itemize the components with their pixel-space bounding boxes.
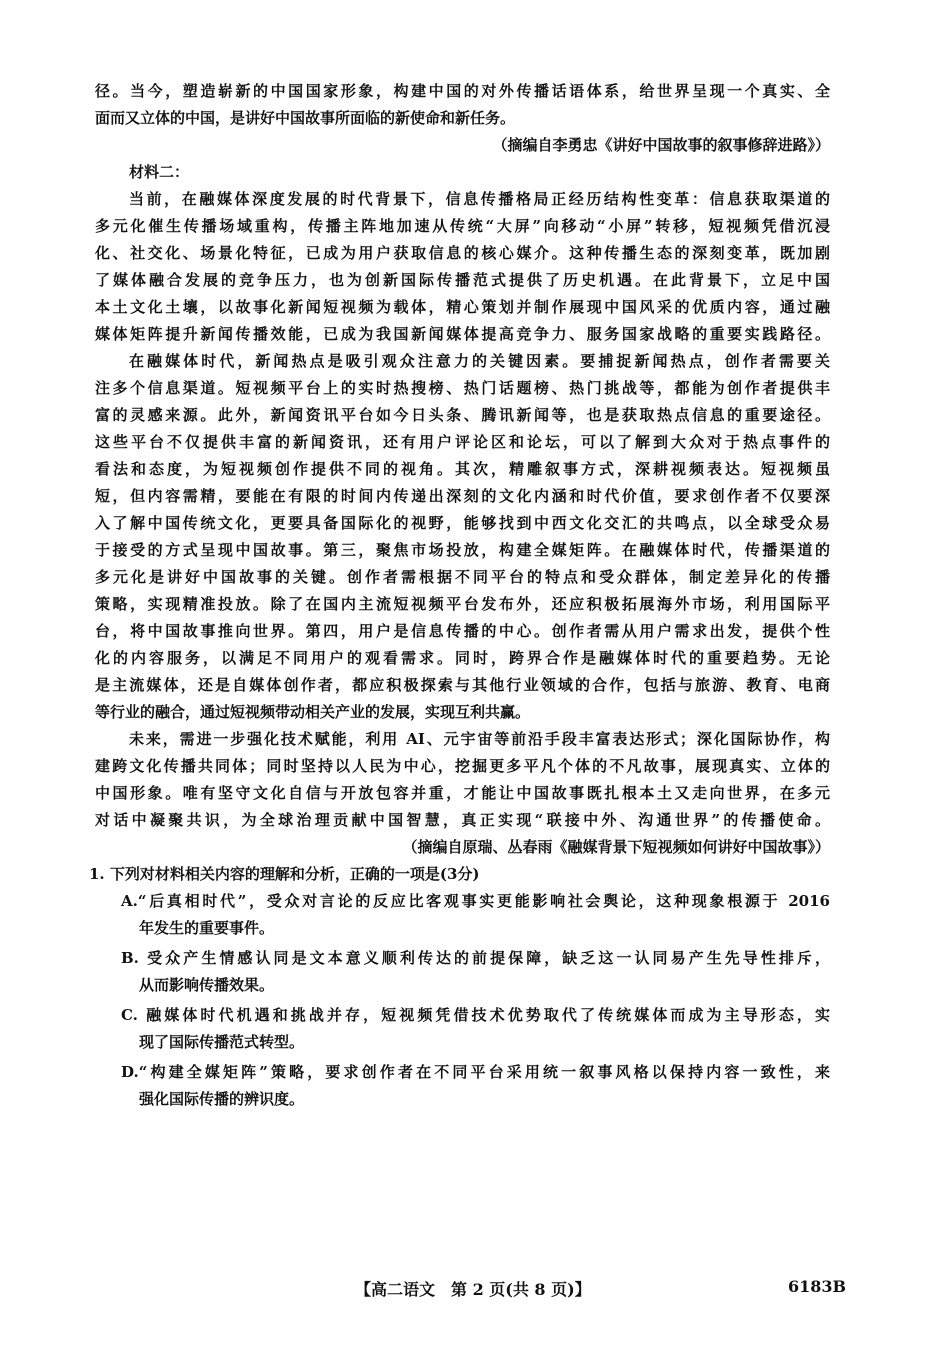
text-line: 台，将中国故事推向世界。第四，用户是信息传播的中心。创作者需从用户需求出发，提供个性: [95, 622, 830, 640]
page-number-label: 【高二语文 第 2 页(共 8 页)】: [355, 1280, 591, 1299]
text-line: 化、社交化、场景化特征，已成为用户获取信息的核心媒介。这种传播生态的深刻变革，既加剧: [95, 244, 830, 262]
text-line: 看法和态度，为短视频创作提供不同的视角。其次，精雕叙事方式，深耕视频表达。短视频虽: [95, 460, 830, 478]
text-line: 了媒体融合发展的竞争压力，也为创新国际传播范式提供了历史机遇。在此背景下，立足中国: [95, 271, 830, 289]
text-line: 短，但内容需精，要能在有限的时间内传递出深刻的文化内涵和时代价值，要求创作者不仅要深: [95, 487, 830, 505]
text-line: 多元化是讲好中国故事的关键。创作者需根据不同平台的特点和受众群体，制定差异化的传播: [95, 568, 830, 586]
text-line: 入了解中国传统文化，更要具备国际化的视野，能够找到中西文化交汇的共鸣点，以全球受众易: [95, 514, 830, 532]
source-citation: （摘编自李勇忠《讲好中国故事的叙事修辞进路》）: [492, 136, 830, 154]
question-stem: 1. 下列对材料相关内容的理解和分析，正确的一项是(3分): [89, 865, 480, 883]
option-b-line: B. 受众产生情感认同是文本意义顺利传达的前提保障，缺乏这一认同易产生先导性排斥，: [121, 949, 830, 967]
option-b-line: 从而影响传播效果。: [139, 976, 275, 994]
option-a-line: A.“后真相时代”，受众对言论的反应比客观事实更能影响社会舆论，这种现象根源于 2016: [121, 892, 830, 910]
text-line: 面而又立体的中国，是讲好中国故事所面临的新使命和新任务。: [95, 109, 516, 127]
source-citation: （摘编自原瑞、丛春雨《融媒背景下短视频如何讲好中国故事》）: [402, 838, 830, 856]
text-line: 径。当今，塑造崭新的中国国家形象，构建中国的对外传播话语体系，给世界呈现一个真实、全: [95, 82, 830, 100]
text-line: 多元化催生传播场域重构，传播主阵地加速从传统“大屏”向移动“小屏”转移，短视频凭借沉浸: [95, 217, 830, 235]
text-line: 在融媒体时代，新闻热点是吸引观众注意力的关键因素。要捕捉新闻热点，创作者需要关: [129, 352, 830, 370]
text-line: 中国形象。唯有坚守文化自信与开放包容并重，才能让中国故事既扎根本土又走向世界，在多元: [95, 784, 830, 802]
material-heading: 材料二：: [129, 163, 190, 181]
exam-page: [89, 78, 830, 1113]
text-line: 于接受的方式呈现中国故事。第三，聚焦市场投放，构建全媒矩阵。在融媒体时代，传播渠道的: [95, 541, 830, 559]
text-line: 富的灵感来源。此外，新闻资讯平台如今日头条、腾讯新闻等，也是获取热点信息的重要途径。: [95, 406, 830, 424]
option-c-line: C. 融媒体时代机遇和挑战并存，短视频凭借技术优势取代了传统媒体而成为主导形态，实: [121, 1006, 830, 1024]
option-c-line: 现了国际传播范式转型。: [139, 1033, 305, 1051]
text-line: 未来，需进一步强化技术赋能，利用 AI、元宇宙等前沿手段丰富表达形式；深化国际协作，构: [129, 730, 830, 748]
text-line: 媒体矩阵提升新闻传播效能，已成为我国新闻媒体提高竞争力、服务国家战略的重要实践路径。: [95, 325, 830, 343]
text-line: 对话中凝聚共识，为全球治理贡献中国智慧，真正实现“联接中外、沟通世界”的传播使命。: [95, 811, 830, 829]
option-d-line: D.“构建全媒矩阵”策略，要求创作者在不同平台采用统一叙事风格以保持内容一致性，来: [121, 1063, 830, 1081]
text-line: 建跨文化传播共同体；同时坚持以人民为中心，挖掘更多平凡个体的不凡故事，展现真实、立体的: [95, 757, 830, 775]
text-line: 本土文化土壤，以故事化新闻短视频为载体，精心策划并制作展现中国风采的优质内容，通过融: [95, 298, 830, 316]
text-line: 这些平台不仅提供丰富的新闻资讯，还有用户评论区和论坛，可以了解到大众对于热点事件的: [95, 433, 830, 451]
text-line: 注多个信息渠道。短视频平台上的实时热搜榜、热门话题榜、热门挑战等，都能为创作者提供丰: [95, 379, 830, 397]
text-line: 是主流媒体，还是自媒体创作者，都应积极探索与其他行业领域的合作，包括与旅游、教育、电商: [95, 676, 830, 694]
text-line: 等行业的融合，通过短视频带动相关产业的发展，实现互利共赢。: [95, 703, 531, 721]
text-line: 当前，在融媒体深度发展的时代背景下，信息传播格局正经历结构性变革：信息获取渠道的: [129, 190, 830, 208]
option-a-line: 年发生的重要事件。: [139, 919, 275, 937]
text-line: 化的内容服务，以满足不同用户的观看需求。同时，跨界合作是融媒体时代的重要趋势。无论: [95, 649, 830, 667]
page-footer: [0, 1277, 950, 1305]
paper-code: 6183B: [788, 1277, 847, 1296]
text-line: 策略，实现精准投放。除了在国内主流短视频平台发布外，还应积极拓展海外市场，利用国际平: [95, 595, 830, 613]
option-d-line: 强化国际传播的辨识度。: [139, 1090, 305, 1108]
